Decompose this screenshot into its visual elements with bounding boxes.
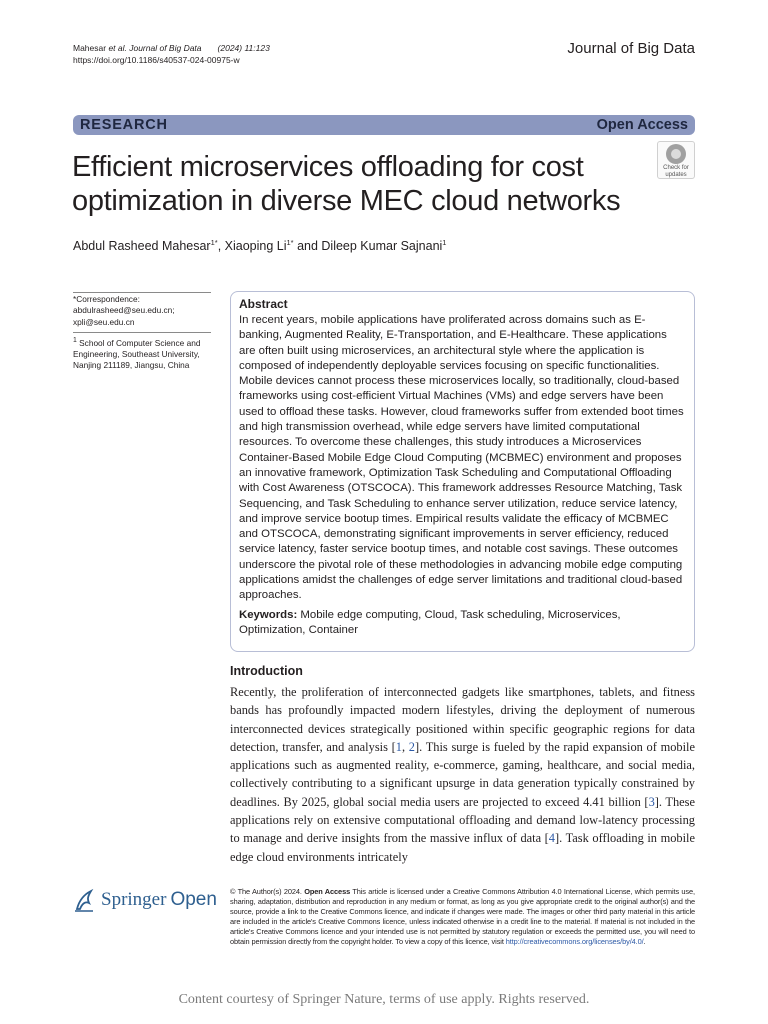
author-list: Abdul Rasheed Mahesar$^{1*}$, Xiaoping $Li^{1*}$ and Dileep Kumar Sajnani$^1$: [73, 238, 447, 254]
citation-ref[interactable]: 3: [648, 794, 655, 809]
keywords-label: Keywords:: [239, 608, 298, 621]
abstract-box: [230, 291, 695, 652]
article-type-label: RESEARCH: [80, 117, 168, 133]
author-name[interactable]: Abdul Rasheed Mahesar: [73, 239, 211, 254]
springer-horse-icon: [73, 887, 97, 913]
citation-ref[interactable]: 2: [408, 739, 415, 754]
author-name[interactable]: , Xiaoping Li: [217, 239, 287, 254]
journal-name: Journal of Big Data: [567, 40, 695, 57]
correspondence-sidebar: [73, 292, 211, 372]
license-notice: © The Author(s) 2024. Open Access This article is licensed under a Creative Commons Attribution 4.0 International License, which permits use, sharing, adaptation, distribution and reproduction in any medium or format, as long as you give appropriate credit to the original author(s) and the source, provide a link to the Creative Commons licence, and indicate if changes were made. The images or other third party material in this article are included in the article's Creative Commons licence, unless indicated otherwise in a credit line to the material. If material is not included in the article's Creative Commons licence and your intended use is not permitted by statutory regulation or exceeds the permitted use, you will need to obtain permission directly from the copyright holder. To view a copy of this licence, visit http://creativecommons.org/licenses/by/4.0/.: [230, 887, 695, 946]
check-updates-icon: [666, 144, 686, 164]
email-link[interactable]: xpli@seu.edu.cn: [73, 316, 135, 327]
citation-ref[interactable]: 1: [395, 739, 402, 754]
citation-year: (2024) 11:123: [217, 43, 270, 53]
article-type-banner: [73, 115, 695, 135]
article-title: Efficient microservices offloading for cost optimization in diverse MEC cloud networks: [72, 151, 621, 217]
abstract-text: In recent years, mobile applications have proliferated across domains such as E-banking, Augmented Reality, E-Transportation, and E-Healthcare. These applications are often built using microservices, an architectural style where the application is composed of independently deployable services focusing on specific functionalities. Mobile devices cannot process these microservices locally, so traditionally, cloud-based frameworks using cost-efficient Virtual Machines (VMs) and edge servers have been used to offload these tasks. However, cloud frameworks suffer from extended boot times and high transmission overhead, while edge servers have limited computational resources. To overcome these challenges, this study introduces a Microservices Container-Based Mobile Edge Cloud Computing (MCBMEC) environment and proposes an innovative framework, Optimization Task Scheduling and Computational Offloading with Cost Awareness (OTSCOCA). This framework addresses Resource Matching, Task Sequencing, and Task Scheduling to enhance server utilization, reduce service latency, and improve service bootup times. Empirical results validate the efficacy of MCBMEC and OTSCOCA, demonstrating significant improvements in server efficiency, reduced service latency, faster service bootup times, and notable cost savings. These outcomes underscore the pivotal role of these methodologies in advancing mobile edge computing applications amidst the challenges of edge server limitations and traditional cloud-based approaches.: [239, 314, 684, 602]
springer-wordmark: Springer: [101, 889, 167, 910]
email-link[interactable]: abdulrasheed@seu.edu.cn;: [73, 305, 175, 316]
citation-authors: Mahesar: [73, 43, 109, 53]
courtesy-footer: Content courtesy of Springer Nature, terms of use apply. Rights reserved.: [178, 992, 590, 1007]
affiliation: $^1$ School of Computer Science and Engineering, Southeast University, Nanjing 211189, Jiangsu, China: [73, 332, 211, 372]
citation-ref[interactable]: 4: [548, 831, 555, 846]
divider: [73, 292, 211, 293]
keywords-list: Mobile edge computing, Cloud, Task scheduling, Microservices, Optimization, Container: [239, 608, 621, 636]
open-wordmark: Open: [170, 889, 217, 910]
keywords: [239, 608, 686, 639]
citation-header: [73, 42, 270, 66]
check-updates-label: Check for updates: [663, 165, 689, 178]
abstract-heading: Abstract: [239, 297, 288, 311]
section-heading-introduction: Introduction: [230, 664, 303, 678]
springer-open-logo: [73, 887, 217, 913]
introduction-paragraph: Recently, the proliferation of interconnected gadgets like smartphones, tablets, and fitness bands has profoundly impacted modern lifestyles, driving the deployment of numerous interconnected devices strategically positioned within specific geographic regions for data detection, transfer, and analysis [1, 2]. This surge is fueled by the rapid expansion of mobile applications such as augmented reality, e-commerce, gaming, healthcare, and social media, collectively contributing to a significant upsurge in data generation typically constrained by deadlines. By 2025, global social media users are projected to exceed 4.41 billion [3]. These applications rely on extensive computational offloading and demand low-latency processing to manage and derive insights from the massive influx of data [4]. Task offloading in mobile edge cloud environments intricately: [230, 685, 696, 864]
author-name[interactable]: and Dileep Kumar Sajnani: [293, 239, 443, 254]
open-access-label: Open Access: [596, 117, 688, 133]
correspondence-label: *Correspondence:: [73, 294, 140, 304]
license-link[interactable]: http://creativecommons.org/licenses/by/4.0/: [505, 937, 644, 946]
doi-link[interactable]: https://doi.org/10.1186/s40537-024-00975-w: [73, 55, 240, 65]
check-for-updates-badge[interactable]: [657, 141, 695, 179]
citation-journal: et al. Journal of Big Data: [108, 43, 202, 53]
